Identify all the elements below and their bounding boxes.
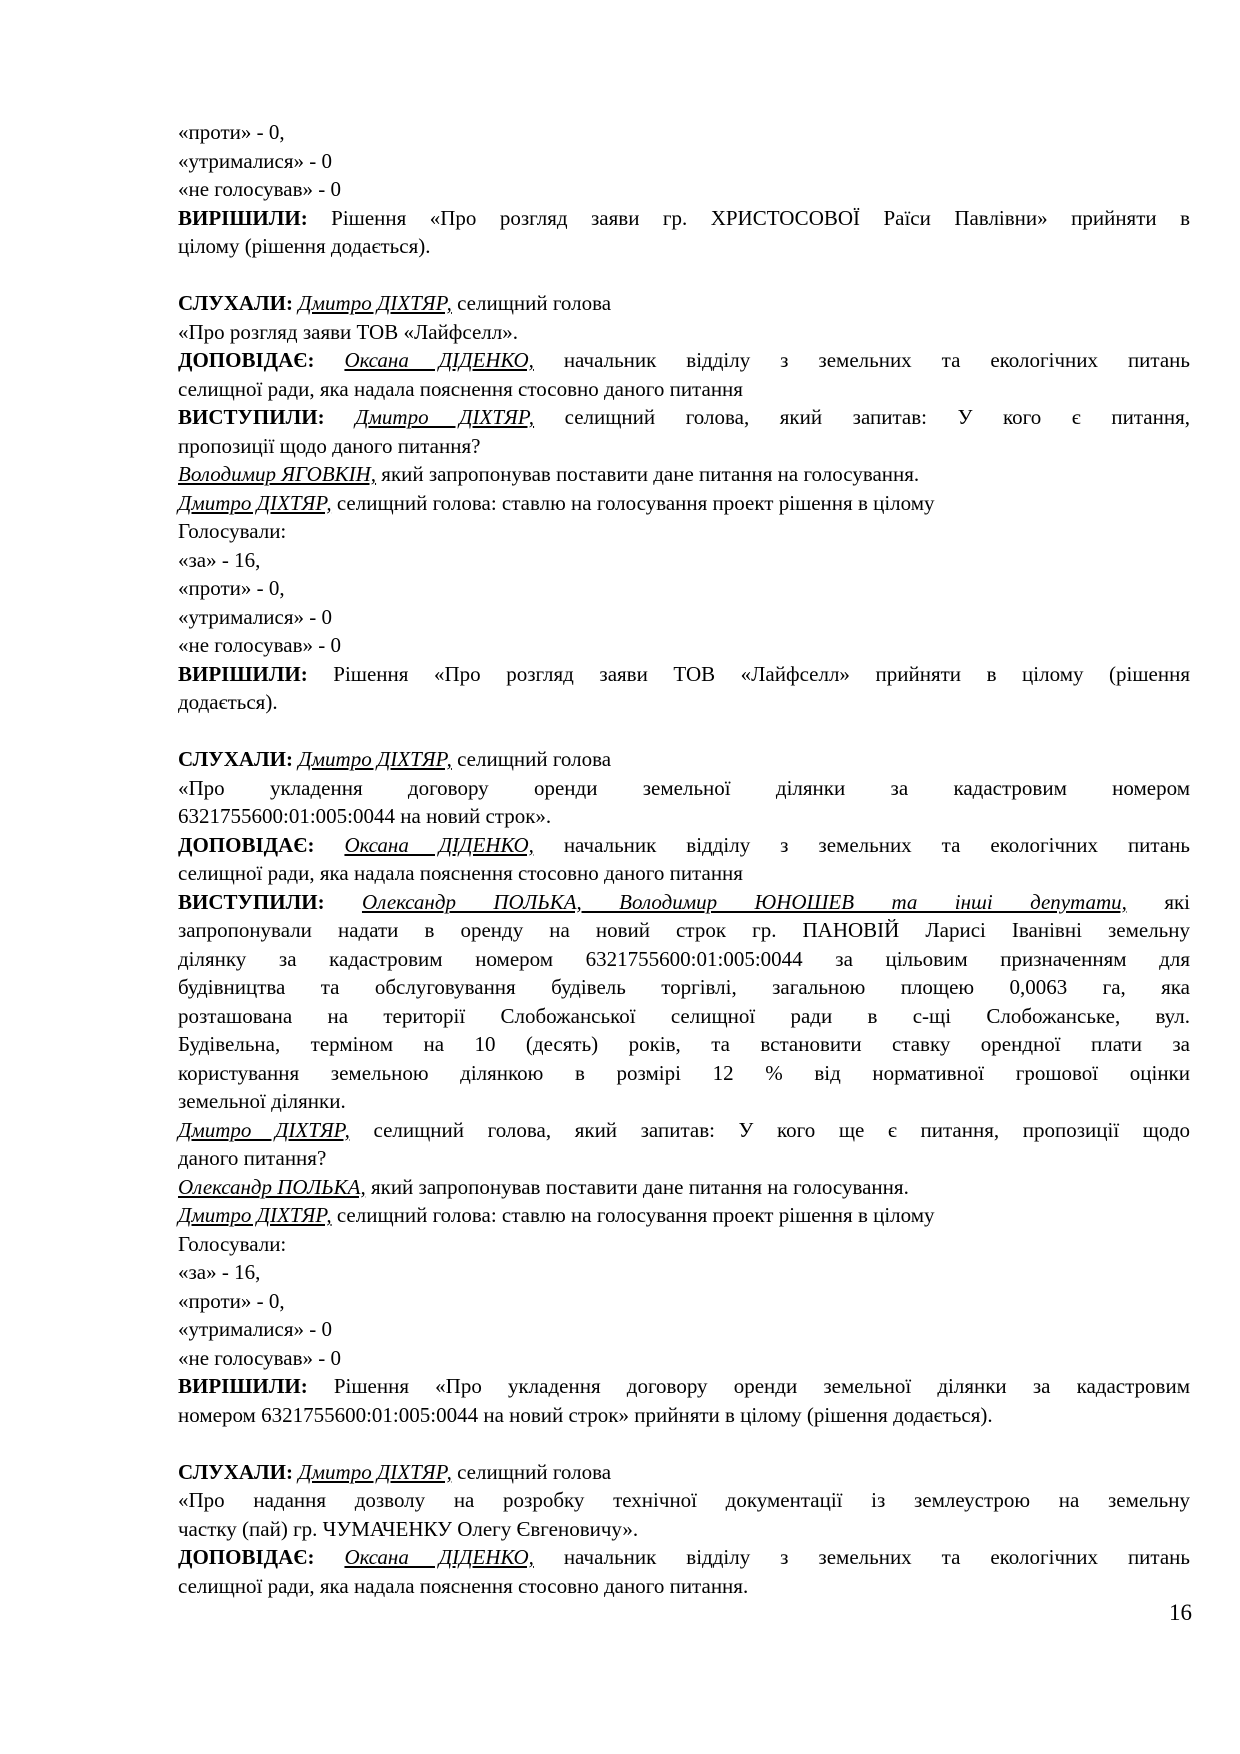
speaker-role: селищний голова: [451, 291, 612, 315]
decision-text: Рішення «Про розгляд заяви гр. ХРИСТОСОВОЇ Раїси Павлівни» прийняти в: [307, 205, 1190, 230]
report-text: начальник відділу з земельних та екологічних питань: [533, 832, 1190, 857]
proposal-line: [178, 1173, 1190, 1202]
vote-call-line: [178, 1201, 1190, 1230]
heard-label: СЛУХАЛИ:: [178, 291, 294, 315]
spoke-line: земельної ділянки.: [178, 1089, 346, 1113]
spoke-text: які: [1126, 889, 1191, 914]
decision-line: цілому (рішення додається).: [178, 234, 431, 258]
heard-label: СЛУХАЛИ:: [178, 1459, 294, 1484]
voted-label: Голосували:: [178, 1231, 287, 1256]
proposal-text: який запропонував поставити дане питання на голосування.: [365, 1174, 909, 1199]
speaker-role: селищний голова: [451, 1459, 612, 1484]
proposal-text: який запропонував поставити дане питання на голосування.: [376, 462, 920, 486]
speaker-role: селищний голова: [451, 747, 612, 771]
report-line: [178, 1543, 1190, 1572]
spoke-line: [178, 888, 1190, 917]
section-gap: [178, 717, 1190, 746]
decision-line: [178, 204, 1190, 233]
page-number: 16: [1169, 1600, 1192, 1625]
speaker-name: Дмитро ДІХТЯР,: [178, 490, 332, 515]
decision-label: ВИРІШИЛИ:: [178, 205, 308, 230]
item-title: 6321755600:01:005:0044 на новий строк».: [178, 804, 552, 828]
vote-not-voted: «не голосував» - 0: [178, 177, 342, 201]
decision-line: додається).: [178, 690, 278, 714]
report-line: селищної ради, яка надала пояснення стосовно даного питання.: [178, 1573, 749, 1598]
spoke-label: ВИСТУПИЛИ:: [178, 405, 325, 429]
vote-call-text: селищний голова: ставлю на голосування проект рішення в цілому: [331, 1203, 935, 1227]
question-text: селищний голова, який запитав: У кого ще є питання, пропозиції щодо: [349, 1117, 1190, 1142]
decision-text: Рішення «Про укладення договору оренди земельної ділянки за кадастровим: [307, 1374, 1190, 1398]
heard-line: [178, 289, 1190, 318]
speaker-name: Дмитро ДІХТЯР,: [355, 405, 535, 429]
decision-line: [178, 660, 1190, 689]
section-gap: [178, 261, 1190, 290]
spoke-line: пропозиції щодо даного питання?: [178, 433, 481, 458]
vote-abstained: «утрималися» - 0: [178, 604, 333, 629]
spoke-line: ділянку за кадастровим номером 6321755600:01:005:0044 за цільовим призначенням для: [178, 946, 1190, 971]
spoke-line: [178, 403, 1190, 432]
vote-for: «за» - 16,: [178, 547, 261, 572]
vote-against: «проти» - 0,: [178, 1288, 285, 1313]
decision-label: ВИРІШИЛИ:: [178, 1374, 308, 1398]
report-line: селищної ради, яка надала пояснення стосовно даного питання: [178, 376, 743, 401]
report-text: начальник відділу з земельних та екологічних питань: [533, 348, 1190, 372]
vote-not-voted: «не голосував» - 0: [178, 1345, 342, 1370]
spoke-text: селищний голова, який запитав: У кого є питання,: [534, 405, 1191, 429]
vote-abstained: «утрималися» - 0: [178, 1317, 333, 1341]
proposer-name: Олександр ПОЛЬКА,: [178, 1174, 366, 1199]
decision-line: [178, 1372, 1190, 1401]
document-page: [178, 118, 1190, 1600]
speaker-name: Дмитро ДІХТЯР,: [178, 1117, 350, 1142]
speaker-name: Дмитро ДІХТЯР,: [298, 1459, 452, 1484]
decision-label: ВИРІШИЛИ:: [178, 661, 308, 686]
vote-against: «проти» - 0,: [178, 120, 285, 144]
decision-text: Рішення «Про розгляд заяви ТОВ «Лайфселл» прийняти в цілому (рішення: [307, 661, 1190, 686]
heard-line: [178, 745, 1190, 774]
spoke-line: розташована на території Слобожанської селищної ради в с-щі Слобожанське, вул.: [178, 1003, 1190, 1028]
report-label: ДОПОВІДАЄ:: [178, 832, 315, 857]
vote-not-voted: «не голосував» - 0: [178, 633, 342, 657]
voted-label: Голосували:: [178, 519, 287, 543]
heard-label: СЛУХАЛИ:: [178, 747, 294, 771]
vote-abstained: «утрималися» - 0: [178, 148, 333, 173]
proposal-line: [178, 460, 1190, 489]
spoke-line: Будівельна, терміном на 10 (десять) років, та встановити ставку орендної плати за: [178, 1032, 1190, 1056]
reporter-name: Оксана ДІДЕНКО,: [344, 1545, 534, 1569]
section-gap: [178, 1429, 1190, 1458]
report-line: [178, 346, 1190, 375]
report-label: ДОПОВІДАЄ:: [178, 1545, 315, 1569]
item-title: «Про надання дозволу на розробку технічної документації із землеустрою на земельну: [178, 1488, 1190, 1512]
decision-line: номером 6321755600:01:005:0044 на новий строк» прийняти в цілому (рішення додається).: [178, 1402, 993, 1427]
report-label: ДОПОВІДАЄ:: [178, 348, 315, 372]
spoke-line: запропонували надати в оренду на новий строк гр. ПАНОВІЙ Ларисі Іванівні земельну: [178, 918, 1190, 942]
spoke-label: ВИСТУПИЛИ:: [178, 889, 325, 914]
item-title: «Про укладення договору оренди земельної ділянки за кадастровим номером: [178, 775, 1190, 800]
reporter-name: Оксана ДІДЕНКО,: [344, 832, 534, 857]
spoke-line: користування земельною ділянкою в розмірі 12 % від нормативної грошової оцінки: [178, 1060, 1190, 1085]
item-title: частку (пай) гр. ЧУМАЧЕНКУ Олегу Євгеновичу».: [178, 1516, 639, 1541]
question-line: даного питання?: [178, 1146, 327, 1170]
report-text: начальник відділу з земельних та екологічних питань: [533, 1545, 1190, 1569]
proposer-name: Володимир ЯГОВКІН,: [178, 462, 377, 486]
vote-against: «проти» - 0,: [178, 576, 285, 600]
reporter-name: Оксана ДІДЕНКО,: [344, 348, 534, 372]
heard-line: [178, 1458, 1190, 1487]
speaker-name: Дмитро ДІХТЯР,: [178, 1203, 332, 1227]
speaker-names: Олександр ПОЛЬКА, Володимир ЮНОШЕВ та інші депутати,: [361, 889, 1127, 914]
report-line: селищної ради, яка надала пояснення стосовно даного питання: [178, 861, 743, 885]
spoke-line: будівництва та обслуговування будівель торгівлі, загальною площею 0,0063 га, яка: [178, 975, 1190, 999]
speaker-name: Дмитро ДІХТЯР,: [298, 291, 452, 315]
speaker-name: Дмитро ДІХТЯР,: [298, 747, 452, 771]
report-line: [178, 831, 1190, 860]
question-line: [178, 1116, 1190, 1145]
vote-call-line: [178, 489, 1190, 518]
vote-for: «за» - 16,: [178, 1260, 261, 1284]
vote-call-text: селищний голова: ставлю на голосування проект рішення в цілому: [331, 490, 935, 515]
item-title: «Про розгляд заяви ТОВ «Лайфселл».: [178, 319, 518, 344]
